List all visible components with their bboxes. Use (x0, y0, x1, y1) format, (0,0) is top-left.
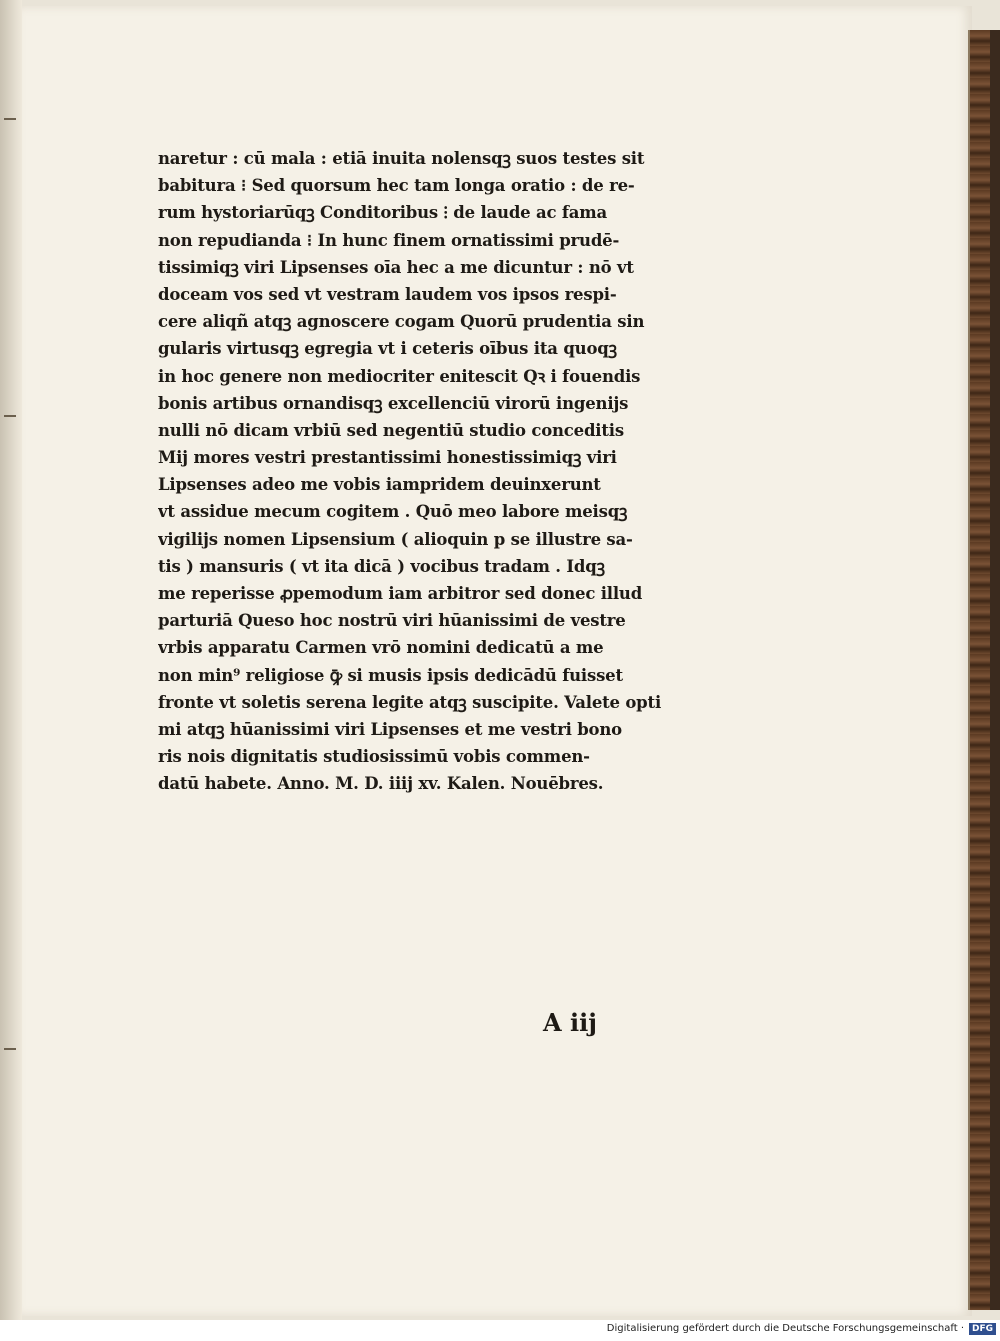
text-line: vt assidue mecum cogitem . Quō meo labore meisqꝫ (158, 502, 628, 522)
text-line: naretur : cū mala : etiā inuita nolensqꝫ suos testes sit (158, 149, 645, 168)
text-line: cere aliqñ atqꝫ agnoscere cogam Quorū prudentia sin (158, 312, 645, 332)
text-line: mi atqꝫ hūanissimi viri Lipsenses et me vestri bono (158, 719, 622, 739)
text-line: Mij mores vestri prestantissimi honestissimiqꝫ viri (158, 448, 617, 468)
text-line: parturiā Queso hoc nostrū viri hūanissimi de vestre (158, 611, 626, 631)
margin-mark (4, 415, 16, 417)
dfg-logo: DFG (969, 1323, 996, 1335)
text-line: vigilijs nomen Lipsensium ( alioquin p se illustre sa- (158, 529, 633, 549)
text-line: vrbis apparatu Carmen vrō nomini dedicatū a me (158, 638, 604, 658)
text-line: datū habete. Anno. M. D. iiij xv. Kalen. Nouēbres. (158, 774, 604, 794)
text-line: doceam vos sed vt vestram laudem vos ipsos respi- (158, 284, 617, 304)
text-line: me reperisse ꝓpemodum iam arbitror sed donec illud (158, 584, 643, 603)
text-line: non min⁹ religiose ꝙ̄ si musis ipsis dedicādū fuisset (158, 665, 623, 685)
margin-mark (4, 118, 16, 120)
text-line: non repudianda ⁝ In hunc finem ornatissimi prudē- (158, 230, 620, 250)
signature-mark: A iij (543, 1008, 597, 1037)
margin-mark (4, 1048, 16, 1050)
text-line: gularis virtusqꝫ egregia vt i ceteris oībus ita quoqꝫ (158, 339, 617, 359)
facing-page-edge (0, 0, 22, 1320)
text-line: rum hystoriarūqꝫ Conditoribus ⁝ de laude ac fama (158, 203, 608, 223)
text-line: tis ) mansuris ( vt ita dicā ) vocibus tradam . Idqꝫ (158, 556, 605, 576)
text-line: bonis artibus ornandisqꝫ excellenciū virorū ingenijs (158, 393, 629, 413)
funding-credit: Digitalisierung gefördert durch die Deutsche Forschungsgemeinschaft · (606, 1323, 964, 1334)
text-line: ris nois dignitatis studiosissimū vobis commen- (158, 747, 590, 767)
text-line: in hoc genere non mediocriter enitescit Qꝛ i fouendis (158, 366, 641, 386)
text-line: babitura ⁝ Sed quorsum hec tam longa oratio : de re- (158, 176, 635, 196)
binding-edge (990, 30, 1000, 1310)
text-line: Lipsenses adeo me vobis iampridem deuinxerunt (158, 475, 601, 495)
text-line: fronte vt soletis serena legite atqꝫ suscipite. Valete opti (158, 692, 662, 712)
text-line: tissimiqꝫ viri Lipsenses oīa hec a me dicuntur : nō vt (158, 257, 634, 277)
footer-bar (0, 1320, 1000, 1341)
body-text (158, 145, 662, 798)
book-binding (968, 30, 992, 1310)
text-line: nulli nō dicam vrbiū sed negentiū studio conceditis (158, 420, 624, 440)
